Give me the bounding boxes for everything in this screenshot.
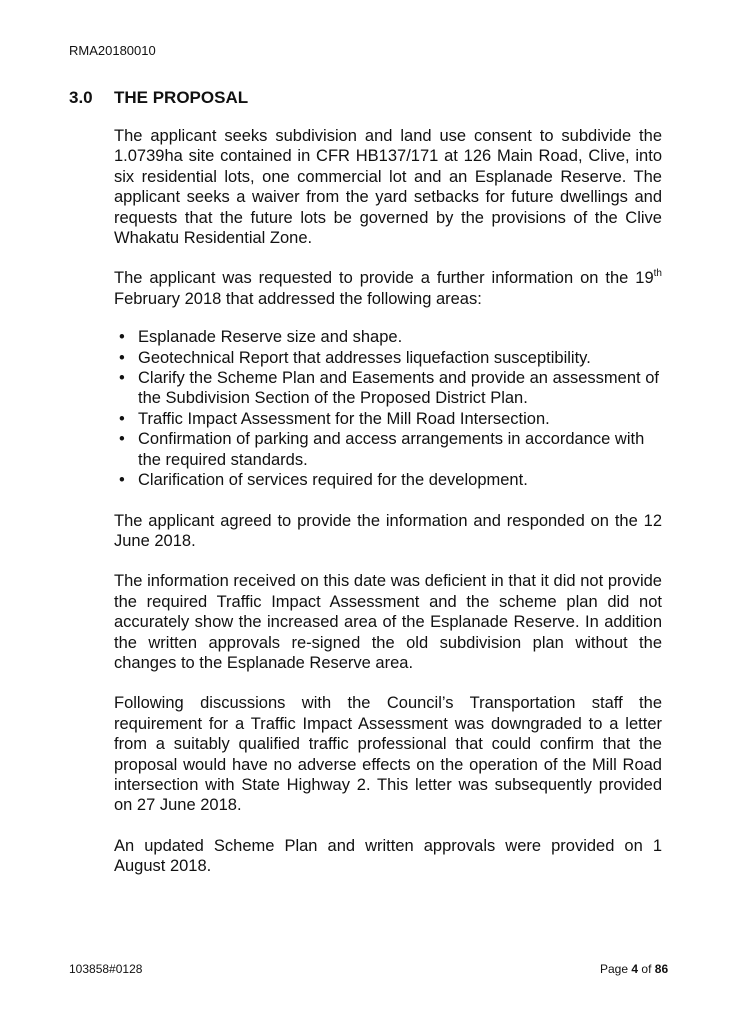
list-item-text: Clarification of services required for the development. bbox=[138, 471, 528, 490]
paragraph-text-after: February 2018 that addressed the following areas: bbox=[114, 289, 482, 308]
paragraph-applicant-response: The applicant agreed to provide the information and responded on the 12 June 2018. bbox=[114, 511, 662, 550]
list-item-text: Traffic Impact Assessment for the Mill Road Intersection. bbox=[138, 409, 550, 428]
section-body bbox=[114, 126, 662, 897]
paragraph-traffic-assessment: Following discussions with the Council’s Transportation staff the requirement for a Traffic Impact Assessment was downgraded to a letter from a suitably qualified traffic professional that could confirm that the proposal would have no adverse effects on the operation of the Mill Road intersection with State Highway 2. This letter was subsequently provided on 27 June 2018. bbox=[114, 694, 662, 815]
bullet-icon: • bbox=[119, 471, 125, 490]
page-total: 86 bbox=[654, 962, 669, 976]
list-item-text: Confirmation of parking and access arrangements in accordance with the required standards. bbox=[138, 430, 645, 469]
footer-page-number bbox=[600, 962, 668, 976]
requested-items-list bbox=[114, 327, 662, 490]
footer-document-id: 103858#0128 bbox=[69, 962, 143, 976]
list-item bbox=[119, 348, 662, 368]
paragraph-further-information-request bbox=[114, 268, 662, 309]
list-item bbox=[119, 470, 662, 490]
bullet-icon: • bbox=[119, 369, 125, 388]
paragraph-updated-scheme-plan: An updated Scheme Plan and written approvals were provided on 1 August 2018. bbox=[114, 836, 662, 876]
page-of: of bbox=[641, 962, 652, 976]
section-number: 3.0 bbox=[69, 88, 93, 107]
paragraph-information-deficiency: The information received on this date was deficient in that it did not provide the required Traffic Impact Assessment and the scheme plan did not accurately show the increased area of the Esplanade Reserve. In addition the written approvals re-signed the old subdivision plan without the changes to the Esplanade Reserve area. bbox=[114, 572, 662, 672]
paragraph-application-summary: The applicant seeks subdivision and land use consent to subdivide the 1.0739ha site contained in CFR HB137/171 at 126 Main Road, Clive, into six residential lots, one commercial lot and an Esplanade Reserve. The applicant seeks a waiver from the yard setbacks for future dwellings and requests that the future lots be governed by the provisions of the Clive Whakatu Residential Zone. bbox=[114, 127, 662, 248]
bullet-icon: • bbox=[119, 348, 125, 367]
document-reference: RMA20180010 bbox=[69, 43, 156, 58]
list-item-text: Geotechnical Report that addresses liquefaction susceptibility. bbox=[138, 348, 591, 367]
list-item bbox=[119, 368, 662, 409]
bullet-icon: • bbox=[119, 328, 125, 347]
page-word: Page bbox=[600, 962, 629, 976]
paragraph-text-before: The applicant was requested to provide a further information on the 19 bbox=[114, 269, 654, 288]
list-item bbox=[119, 429, 662, 470]
list-item-text: Clarify the Scheme Plan and Easements and provide an assessment of the Subdivision Section of the Proposed District Plan. bbox=[138, 369, 659, 408]
bullet-icon: • bbox=[119, 430, 125, 449]
list-item bbox=[119, 409, 662, 429]
bullet-icon: • bbox=[119, 409, 125, 428]
ordinal-suffix: th bbox=[653, 268, 662, 280]
list-item-text: Esplanade Reserve size and shape. bbox=[138, 328, 403, 347]
page-current: 4 bbox=[631, 962, 639, 976]
section-title: THE PROPOSAL bbox=[114, 88, 249, 107]
list-item bbox=[119, 327, 662, 347]
